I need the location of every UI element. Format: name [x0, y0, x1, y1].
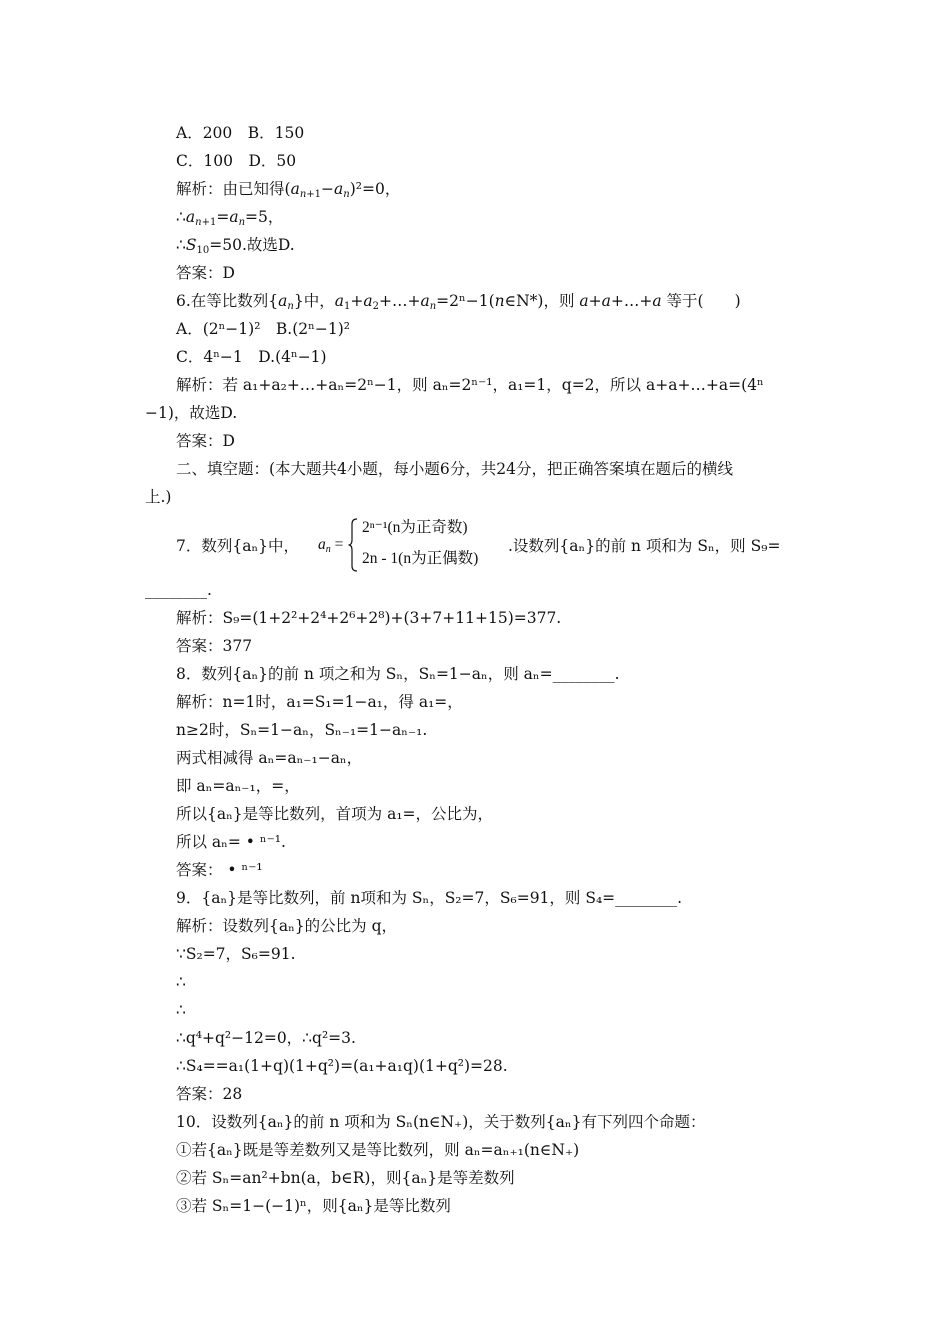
q6-stem: 6.在等比数列$\{a_n\}$中，$a_1+a_2+\dots+a_n=2^n-1(n\in N*)$，则 a+a+…+a 等于( ) — [176, 292, 741, 312]
q10-proposition-1: ①若{aₙ}既是等差数列又是等比数列，则 aₙ=aₙ₊₁(n∈N₊) — [176, 1141, 580, 1159]
q6-solution-cont: −1)，故选D. — [145, 404, 238, 422]
q10-proposition-2: ②若 Sₙ=an²+bn(a，b∈R)，则{aₙ}是等差数列 — [176, 1169, 515, 1187]
q6-answer: 答案：D — [176, 432, 235, 450]
q8-stem: 8．数列{aₙ}的前 n 项之和为 Sₙ，Sₙ=1−aₙ，则 aₙ=________. — [176, 665, 620, 683]
q9-solution-line3: ∴ — [176, 973, 186, 991]
piecewise-formula — [318, 518, 518, 574]
section-header: 二、填空题：(本大题共4小题，每小题6分，共24分，把正确答案填在题后的横线 — [176, 460, 733, 478]
q9-stem: 9．{aₙ}是等比数列，前 n项和为 Sₙ，S₂=7，S₆=91，则 S₄=________. — [176, 889, 683, 907]
q9-solution-line4: ∴ — [176, 1001, 186, 1019]
q9-solution-line6: ∴S₄==a₁(1+q)(1+q²)=(a₁+a₁q)(1+q²)=28. — [176, 1057, 508, 1075]
q8-solution-line2: n≥2时，Sₙ=1−aₙ，Sₙ₋₁=1−aₙ₋₁. — [176, 721, 428, 739]
q8-solution-line4: 即 aₙ=aₙ₋₁，=， — [176, 777, 300, 795]
q6-options-ab: A．(2ⁿ−1)² B.(2ⁿ−1)² — [176, 320, 350, 338]
q9-answer: 答案：28 — [176, 1085, 243, 1103]
piecewise-case-odd: 2ⁿ⁻¹(n为正奇数) — [362, 519, 468, 536]
q5-options-row2: C．100 D．50 — [176, 152, 297, 170]
formula-lhs: $a_n$ = — [318, 536, 344, 555]
q6-options-cd: C．4ⁿ−1 D.(4ⁿ−1) — [176, 348, 327, 366]
q8-answer: 答案： • ⁿ⁻¹ — [176, 861, 263, 879]
left-brace-icon — [348, 518, 358, 572]
q7-solution: 解析：S₉=(1+2²+2⁴+2⁶+2⁸)+(3+7+11+15)=377. — [176, 609, 562, 627]
q6-solution: 解析：若 a₁+a₂+…+aₙ=2ⁿ−1，则 aₙ=2ⁿ⁻¹，a₁=1，q=2，所以 a+a+…+a=(4ⁿ — [176, 376, 764, 394]
q8-solution-line3: 两式相减得 aₙ=aₙ₋₁−aₙ， — [176, 749, 363, 767]
q5-answer: 答案：D — [176, 264, 235, 282]
q7-stem-suffix: .设数列{aₙ}的前 n 项和为 Sₙ，则 S₉= — [508, 537, 781, 555]
q10-proposition-3: ③若 Sₙ=1−(−1)ⁿ，则{aₙ}是等比数列 — [176, 1197, 451, 1215]
q7-stem-prefix: 7．数列{aₙ}中， — [176, 537, 300, 555]
section-header-cont: 上.) — [145, 488, 172, 506]
q7-answer: 答案：377 — [176, 637, 253, 655]
q5-solution-line2: $\therefore a_{n+1}=a_n=5$， — [176, 208, 284, 228]
q9-solution-line1: 解析：设数列{aₙ}的公比为 q， — [176, 917, 398, 935]
q5-solution-line3: $\therefore S_{10}=50$.故选D. — [176, 236, 295, 256]
q7-answer-blank: ________. — [145, 581, 212, 599]
q9-solution-line2: ∵S₂=7，S₆=91. — [176, 945, 296, 963]
q5-solution-line1: 解析：由已知得$(a_{n+1}-a_n)^2=0$， — [176, 180, 401, 200]
q9-solution-line5: ∴q⁴+q²−12=0，∴q²=3. — [176, 1029, 356, 1047]
q8-solution-line5: 所以{aₙ}是等比数列，首项为 a₁=，公比为， — [176, 805, 494, 823]
q8-solution-line6: 所以 aₙ= • ⁿ⁻¹. — [176, 833, 286, 851]
piecewise-case-even: 2n - 1(n为正偶数) — [362, 550, 479, 567]
q8-solution-line1: 解析：n=1时，a₁=S₁=1−a₁，得 a₁=， — [176, 693, 463, 711]
q10-stem: 10．设数列{aₙ}的前 n 项和为 Sₙ(n∈N₊)，关于数列{aₙ}有下列四个命题： — [176, 1113, 706, 1131]
q5-options-row1: A．200 B．150 — [176, 124, 305, 142]
